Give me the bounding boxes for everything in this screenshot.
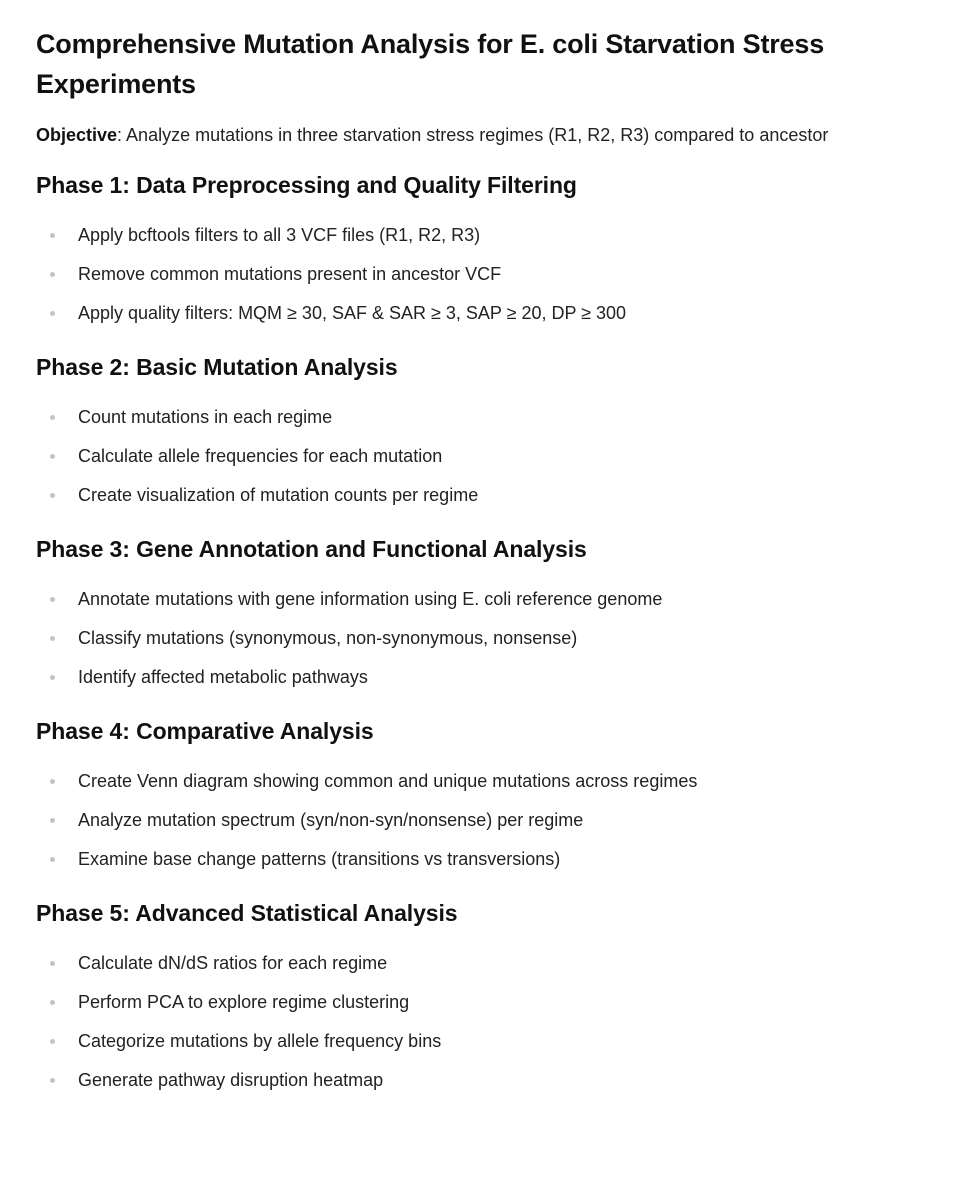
list-item [36,950,942,976]
bullet-icon [50,818,55,823]
phase-3-section [36,534,942,690]
list-item [36,625,942,651]
phase-3-title: Phase 3: Gene Annotation and Functional Analysis [36,536,587,562]
phase-4-section [36,716,942,872]
phase-5-list [36,950,942,1093]
list-item-text: Perform PCA to explore regime clustering [78,992,410,1012]
bullet-icon [50,415,55,420]
list-item-text: Create Venn diagram showing common and unique mutations across regimes [78,771,698,791]
list-item [36,664,942,690]
list-item [36,1028,942,1054]
bullet-icon [50,636,55,641]
list-item [36,222,942,248]
objective-line [36,122,942,148]
phase-5-section [36,898,942,1093]
list-item [36,768,942,794]
list-item-text: Apply bcftools filters to all 3 VCF files (R1, R2, R3) [78,225,481,245]
phase-2-list [36,404,942,508]
bullet-icon [50,779,55,784]
list-item [36,404,942,430]
list-item-text: Count mutations in each regime [78,407,333,427]
bullet-icon [50,1078,55,1083]
phase-1-list [36,222,942,326]
objective-label: Objective [36,125,118,145]
phase-2-title: Phase 2: Basic Mutation Analysis [36,354,398,380]
bullet-icon [50,961,55,966]
phase-4-list [36,768,942,872]
list-item [36,846,942,872]
bullet-icon [50,597,55,602]
bullet-icon [50,454,55,459]
list-item-text: Categorize mutations by allele frequency bins [78,1031,442,1051]
list-item-text: Create visualization of mutation counts per regime [78,485,479,505]
objective-text: : Analyze mutations in three starvation stress regimes (R1, R2, R3) compared to ancestor [117,125,829,145]
list-item-text: Annotate mutations with gene information using E. coli reference genome [78,589,663,609]
list-item-text: Apply quality filters: MQM ≥ 30, SAF & SAR ≥ 3, SAP ≥ 20, DP ≥ 300 [78,303,627,323]
list-item-text: Remove common mutations present in ancestor VCF [78,264,502,284]
list-item-text: Identify affected metabolic pathways [78,667,368,687]
bullet-icon [50,493,55,498]
list-item-text: Examine base change patterns (transitions vs transversions) [78,849,561,869]
list-item [36,261,942,287]
list-item-text: Classify mutations (synonymous, non-synonymous, nonsense) [78,628,578,648]
phase-2-section [36,352,942,508]
list-item-text: Calculate allele frequencies for each mutation [78,446,443,466]
list-item-text: Calculate dN/dS ratios for each regime [78,953,388,973]
phase-5-title: Phase 5: Advanced Statistical Analysis [36,900,458,926]
bullet-icon [50,857,55,862]
list-item [36,586,942,612]
bullet-icon [50,675,55,680]
phase-1-section [36,170,942,326]
bullet-icon [50,233,55,238]
list-item [36,300,942,326]
list-item-text: Generate pathway disruption heatmap [78,1070,384,1090]
list-item [36,989,942,1015]
list-item-text: Analyze mutation spectrum (syn/non-syn/nonsense) per regime [78,810,584,830]
document-title: Comprehensive Mutation Analysis for E. coli Starvation Stress Experiments [36,29,825,99]
bullet-icon [50,1039,55,1044]
bullet-icon [50,1000,55,1005]
phase-1-title: Phase 1: Data Preprocessing and Quality Filtering [36,172,577,198]
phase-3-list [36,586,942,690]
list-item [36,443,942,469]
phase-4-title: Phase 4: Comparative Analysis [36,718,374,744]
list-item [36,482,942,508]
bullet-icon [50,311,55,316]
list-item [36,807,942,833]
list-item [36,1067,942,1093]
bullet-icon [50,272,55,277]
